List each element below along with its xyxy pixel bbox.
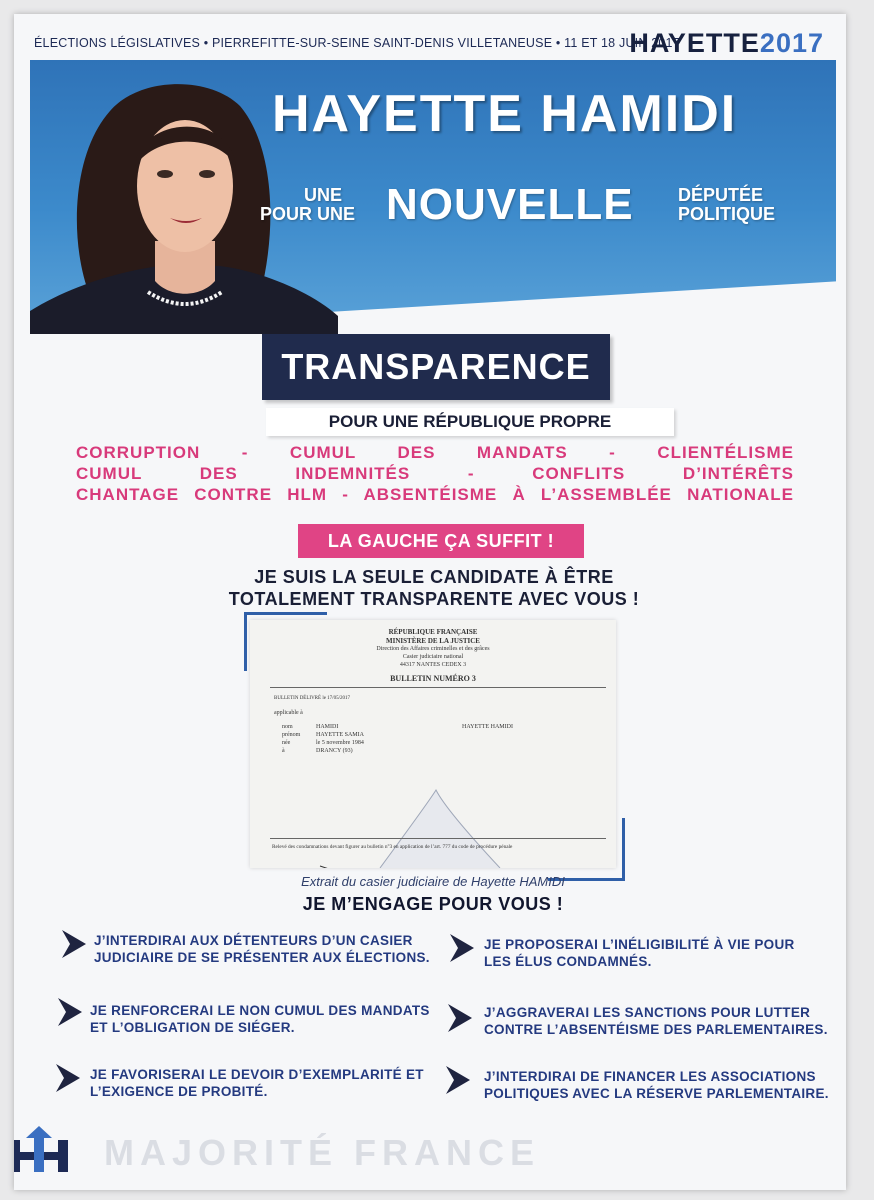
claim-line-1: JE SUIS LA SEULE CANDIDATE À ÊTRE xyxy=(254,567,614,587)
footer-faint-text: MAJORITÉ FRANCE xyxy=(104,1132,541,1173)
slogan-politique: POLITIQUE xyxy=(678,204,776,224)
chevron-right-icon xyxy=(450,934,474,962)
section-title-transparence: TRANSPARENCE xyxy=(262,334,610,400)
doc-head-3: Direction des Affaires criminelles et des grâces xyxy=(376,646,490,652)
doc-ne-value: le 5 novembre 1984 xyxy=(316,740,364,746)
brand-name: HAYETTE xyxy=(629,28,760,58)
doc-head-5: 44317 NANTES CEDEX 3 xyxy=(399,662,467,668)
doc-bulletin: BULLETIN NUMÉRO 3 xyxy=(390,674,476,683)
frame-corner-top-left xyxy=(244,612,327,671)
section-subtitle: POUR UNE RÉPUBLIQUE PROPRE xyxy=(266,408,674,436)
chevron-right-icon xyxy=(446,1066,470,1094)
pledge-3-line-1: JE RENFORCERAI LE NON CUMUL DES MANDATS xyxy=(90,1003,430,1018)
chevron-right-icon xyxy=(62,930,86,958)
doc-a-value: DRANCY (93) xyxy=(316,748,353,754)
doc-applicable: applicable à xyxy=(274,710,303,716)
doc-nom-label: nom xyxy=(282,724,293,730)
doc-prenom-value: HAYETTE SAMIA xyxy=(316,732,364,738)
doc-rule-top xyxy=(270,687,606,688)
pledge-4-line-1: J’AGGRAVERAI LES SANCTIONS POUR LUTTER xyxy=(484,1005,811,1020)
issues-line-1: CORRUPTION - CUMUL DES MANDATS - CLIENTÉLISME xyxy=(76,443,794,462)
hh-logo-icon xyxy=(14,1126,70,1174)
chevron-right-icon xyxy=(448,1004,472,1032)
pledge-6 xyxy=(484,1068,844,1102)
pledge-5 xyxy=(90,1066,450,1100)
candidate-name: HAYETTE HAMIDI xyxy=(272,85,738,143)
doc-ne-label: née xyxy=(282,740,291,746)
pledge-5-line-1: JE FAVORISERAI LE DEVOIR D’EXEMPLARITÉ ET xyxy=(90,1067,424,1082)
pledge-2-line-2: LES ÉLUS CONDAMNÉS. xyxy=(484,954,652,969)
slogan-deputee: DÉPUTÉE xyxy=(678,185,764,205)
doc-head-1: RÉPUBLIQUE FRANÇAISE xyxy=(388,628,478,636)
doc-footer-line: Relevé des condamnations devant figurer au bulletin n°3 en application de l’art. 777 du code de procédure pénale xyxy=(272,844,513,850)
pledge-2 xyxy=(484,936,844,970)
doc-nom-extra: HAYETTE HAMIDI xyxy=(462,724,513,730)
pledge-3 xyxy=(90,1002,450,1036)
pledge-2-line-1: JE PROPOSERAI L’INÉLIGIBILITÉ À VIE POUR xyxy=(484,937,795,952)
la-gauche-banner: LA GAUCHE ÇA SUFFIT ! xyxy=(298,524,584,558)
pledge-4 xyxy=(484,1004,844,1038)
frame-corner-bottom-right xyxy=(548,818,625,881)
document-caption: Extrait du casier judiciaire de Hayette HAMIDI xyxy=(301,874,565,889)
pledge-1-line-2: JUDICIAIRE DE SE PRÉSENTER AUX ÉLECTIONS. xyxy=(94,950,430,965)
engagements-title: JE M’ENGAGE POUR VOUS ! xyxy=(302,894,564,914)
doc-a-label: à xyxy=(282,748,285,754)
issues-line-2: CUMUL DES INDEMNITÉS - CONFLITS D’INTÉRÊTS xyxy=(76,464,794,483)
campaign-brand xyxy=(629,28,824,59)
pledge-1 xyxy=(94,932,454,966)
slogan-pour-une: POUR UNE xyxy=(260,204,356,224)
doc-delivered: BULLETIN DÉLIVRÉ le 17/05/2017 xyxy=(274,696,350,701)
pledge-4-line-2: CONTRE L’ABSENTÉISME DES PARLEMENTAIRES. xyxy=(484,1022,828,1037)
chevron-right-icon xyxy=(58,998,82,1026)
doc-head-2: MINISTÈRE DE LA JUSTICE xyxy=(386,637,480,645)
campaign-flyer xyxy=(14,14,846,1190)
doc-prenom-label: prénom xyxy=(282,732,301,738)
claim-line-2: TOTALEMENT TRANSPARENTE AVEC VOUS ! xyxy=(228,589,640,609)
doc-nom-value: HAMIDI xyxy=(316,724,339,730)
pledge-1-line-1: J’INTERDIRAI AUX DÉTENTEURS D’UN CASIER xyxy=(94,933,413,948)
pledge-6-line-1: J’INTERDIRAI DE FINANCER LES ASSOCIATIONS xyxy=(484,1069,816,1084)
issues-list xyxy=(76,442,794,505)
transparency-claim xyxy=(194,566,674,610)
pledge-3-line-2: ET L’OBLIGATION DE SIÉGER. xyxy=(90,1020,295,1035)
slogan-nouvelle: NOUVELLE xyxy=(386,180,634,229)
pledge-5-line-2: L’EXIGENCE DE PROBITÉ. xyxy=(90,1084,268,1099)
doc-head-4: Casier judiciaire national xyxy=(402,654,464,660)
pledge-6-line-2: POLITIQUES AVEC LA RÉSERVE PARLEMENTAIRE. xyxy=(484,1086,829,1101)
brand-year: 2017 xyxy=(759,28,824,58)
chevron-right-icon xyxy=(56,1064,80,1092)
election-info: ÉLECTIONS LÉGISLATIVES • PIERREFITTE-SUR-SEINE SAINT-DENIS VILLETANEUSE • 11 ET 18 JUIN 2017 xyxy=(34,36,680,50)
slogan-une: UNE xyxy=(304,185,343,205)
issues-line-3: CHANTAGE CONTRE HLM - ABSENTÉISME À L’ASSEMBLÉE NATIONALE xyxy=(76,485,794,504)
